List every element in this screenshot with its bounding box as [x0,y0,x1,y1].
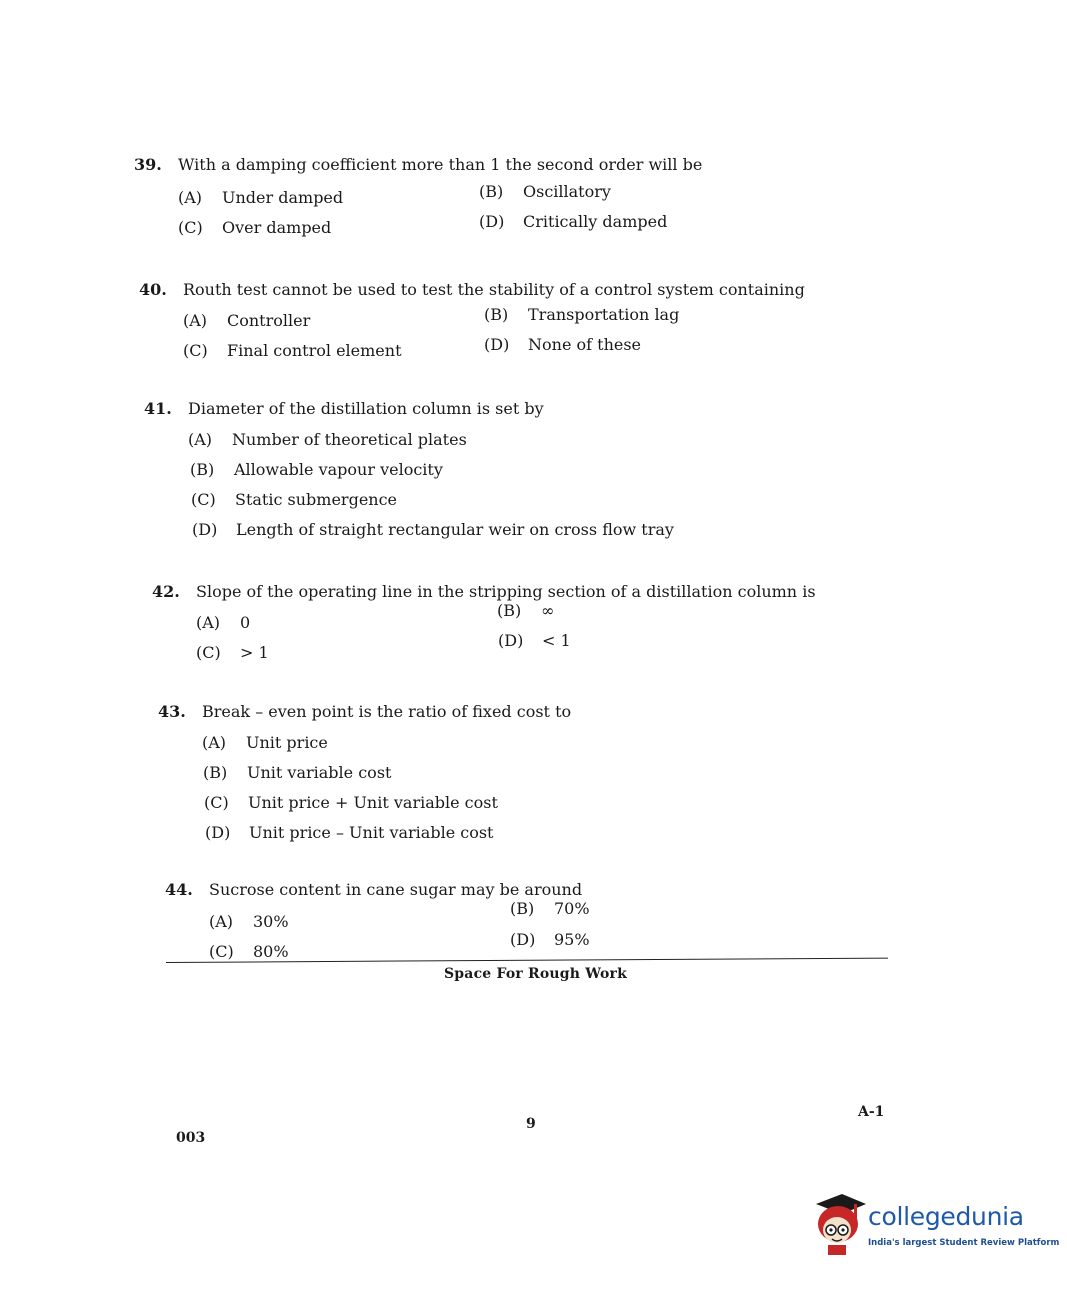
option-label: (D) [510,930,536,949]
question-number: 42. [152,582,180,601]
question-39 [134,150,754,242]
question-stem: Slope of the operating line in the stripping section of a distillation column is [196,582,816,601]
option-label: (B) [497,601,522,620]
option-text: Under damped [222,188,344,207]
question-stem: Routh test cannot be used to test the stability of a control system containing [183,280,805,299]
question-stem: With a damping coefficient more than 1 the second order will be [178,155,703,174]
option-text: 0 [240,613,251,632]
option-b [203,758,391,788]
question-number: 39. [134,155,162,174]
option-label: (A) [196,613,221,632]
option-label: (D) [498,631,524,650]
option-text: 80% [253,942,289,961]
option-text: > 1 [240,643,269,662]
option-text: < 1 [542,631,571,650]
option-b [497,596,554,626]
option-label: (C) [183,341,208,360]
option-text: 30% [253,912,289,931]
option-text: 95% [554,930,590,949]
option-label: (B) [510,899,535,918]
question-stem: Sucrose content in cane sugar may be around [209,880,583,899]
student-mascot-icon [810,1190,868,1256]
question-number: 40. [139,280,167,299]
option-text: Unit price [246,733,328,752]
option-label: (D) [484,335,510,354]
option-c [178,213,331,243]
question-number: 41. [144,399,172,418]
option-text: 70% [554,899,590,918]
option-label: (C) [196,643,221,662]
option-c [183,336,402,366]
question-44 [165,875,665,967]
question-number: 43. [158,702,186,721]
option-text: Allowable vapour velocity [234,460,443,479]
option-a [178,183,343,213]
option-label: (D) [205,823,231,842]
question-42 [152,577,816,669]
option-c [196,638,269,668]
question-stem: Diameter of the distillation column is set by [188,399,544,418]
option-label: (A) [183,311,208,330]
option-label: (B) [484,305,509,324]
option-label: (C) [178,218,203,237]
question-41 [144,394,704,546]
question-43 [158,697,638,849]
option-text: ∞ [541,601,555,620]
option-label: (A) [188,430,213,449]
option-text: Oscillatory [523,182,611,201]
option-text: Unit price – Unit variable cost [249,823,494,842]
option-text: Over damped [222,218,332,237]
option-d [479,207,667,237]
option-a [183,306,310,336]
option-b [479,177,611,207]
option-c [191,485,397,515]
option-text: Controller [227,311,311,330]
option-text: Critically damped [523,212,668,231]
option-d [510,925,590,955]
option-a [209,907,289,937]
option-label: (D) [479,212,505,231]
option-text: Length of straight rectangular weir on cross flow tray [236,520,674,539]
question-stem: Break – even point is the ratio of fixed cost to [202,702,572,721]
option-text: Unit price + Unit variable cost [248,793,498,812]
option-b [484,300,679,330]
logo-tagline: India's largest Student Review Platform [868,1238,1060,1248]
option-b [510,894,590,924]
option-d [192,515,674,545]
logo-wordmark: collegedunia [868,1202,1024,1231]
option-d [205,818,493,848]
question-number: 44. [165,880,193,899]
option-text: Unit variable cost [247,763,392,782]
option-a [202,728,328,758]
option-label: (D) [192,520,218,539]
option-a [188,425,467,455]
option-a [196,608,250,638]
option-d [484,330,641,360]
option-d [498,626,571,656]
option-label: (A) [209,912,234,931]
option-text: Transportation lag [528,305,680,324]
option-label: (A) [178,188,203,207]
option-b [190,455,443,485]
option-text: Final control element [227,341,402,360]
option-label: (C) [204,793,229,812]
option-label: (A) [202,733,227,752]
option-text: None of these [528,335,642,354]
option-label: (C) [209,942,234,961]
page-number: 9 [526,1116,536,1132]
option-label: (B) [479,182,504,201]
option-label: (B) [190,460,215,479]
option-text: Static submergence [235,490,398,509]
option-label: (C) [191,490,216,509]
booklet-code: 003 [176,1130,206,1146]
question-40 [139,275,805,367]
option-label: (B) [203,763,228,782]
rough-work-label: Space For Rough Work [444,966,628,982]
option-text: Number of theoretical plates [232,430,467,449]
question-set: A-1 [858,1104,885,1120]
option-c [204,788,498,818]
collegedunia-logo [810,1190,1060,1260]
